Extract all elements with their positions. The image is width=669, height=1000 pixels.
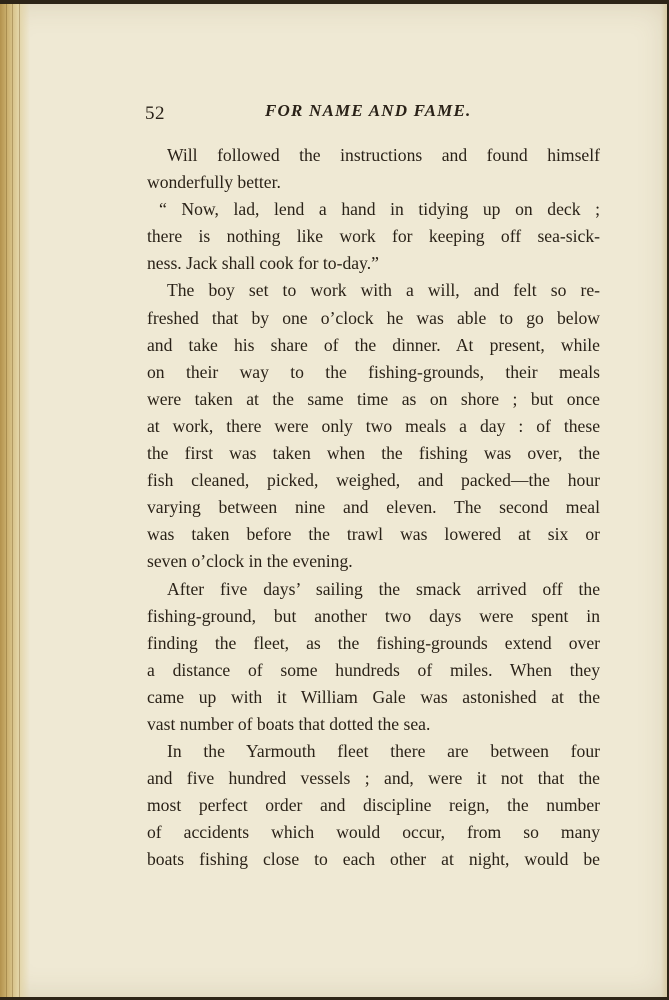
- text-line: “ Now, lad, lend a hand in tidying up on deck ;: [159, 199, 600, 220]
- text-line: most perfect order and discipline reign, the number: [147, 795, 600, 816]
- text-line: of accidents which would occur, from so many: [147, 822, 600, 843]
- text-line: varying between nine and eleven. The second meal: [147, 497, 600, 518]
- text-line: fish cleaned, picked, weighed, and packed—the hour: [147, 470, 600, 491]
- book-page: [0, 4, 667, 997]
- binding-gutter: [0, 4, 30, 997]
- text-line: on their way to the fishing-grounds, their meals: [147, 361, 600, 382]
- page-header: [145, 99, 600, 127]
- text-line: ness. Jack shall cook for to-day.”: [147, 253, 379, 274]
- gutter-shadow-line: [19, 4, 20, 997]
- text-line: vast number of boats that dotted the sea.: [147, 713, 431, 734]
- body-text: [147, 142, 600, 874]
- text-line: In the Yarmouth fleet there are between four: [167, 741, 600, 762]
- text-line: there is nothing like work for keeping off sea-sick-: [147, 226, 600, 247]
- text-line: Will followed the instructions and found himself: [167, 145, 600, 165]
- text-line: The boy set to work with a will, and felt so re-: [167, 280, 600, 301]
- text-line: fishing-ground, but another two days were spent in: [147, 605, 600, 626]
- text-line: and five hundred vessels ; and, were it not that the: [147, 768, 600, 789]
- text-line: seven o’clock in the evening.: [147, 551, 353, 572]
- running-title: FOR NAME AND FAME.: [265, 101, 472, 120]
- gutter-shadow-line: [12, 4, 13, 997]
- page-edge: [661, 4, 667, 997]
- text-line: and take his share of the dinner. At present, while: [147, 334, 600, 355]
- text-line: wonderfully better.: [147, 172, 281, 193]
- text-line: finding the fleet, as the fishing-grounds extend over: [147, 632, 600, 653]
- text-line: After five days’ sailing the smack arrived off the: [167, 578, 600, 599]
- text-line: came up with it William Gale was astonished at the: [147, 686, 600, 707]
- text-line: at work, there were only two meals a day : of these: [147, 415, 600, 436]
- text-line: boats fishing close to each other at night, would be: [147, 849, 600, 870]
- text-line: freshed that by one o’clock he was able to go below: [147, 307, 600, 328]
- text-line: the first was taken when the fishing was over, the: [147, 443, 600, 464]
- gutter-shadow-line: [6, 4, 7, 997]
- text-line: were taken at the same time as on shore ; but once: [147, 388, 600, 409]
- text-line: was taken before the trawl was lowered at six or: [147, 524, 600, 545]
- text-line: a distance of some hundreds of miles. When they: [147, 659, 600, 680]
- page-number: 52: [145, 103, 165, 124]
